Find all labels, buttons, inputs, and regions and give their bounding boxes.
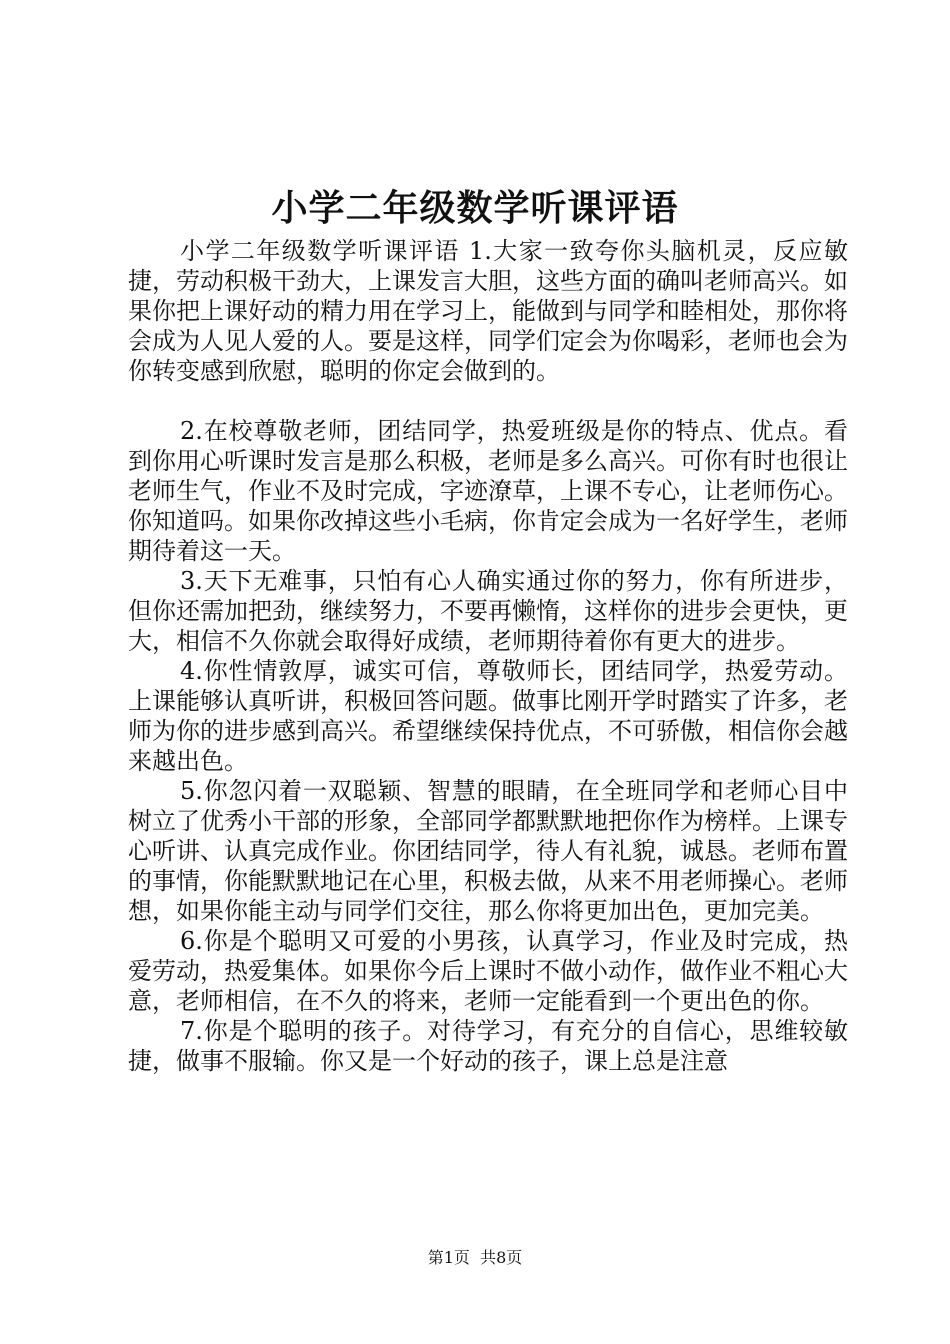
paragraph: 2.在校尊敬老师，团结同学，热爱班级是你的特点、优点。看到你用心听课时发言是那么积极，老师是多么高兴。可你有时也很让老师生气，作业不及时完成，字迹潦草，上课不专心，让老师伤心。你知道吗。如果你改掉这些小毛病，你肯定会成为一名好学生，老师期待着这一天。 <box>128 417 848 565</box>
page-footer <box>0 1248 950 1268</box>
paragraph: 小学二年级数学听课评语 1.大家一致夸你头脑机灵，反应敏捷，劳动积极干劲大，上课发言大胆，这些方面的确叫老师高兴。如果你把上课好动的精力用在学习上，能做到与同学和睦相处，那你将会成为人见人爱的人。要是这样，同学们定会为你喝彩，老师也会为你转变感到欣慰，聪明的你定会做到的。 <box>128 237 848 385</box>
paragraph: 3.天下无难事，只怕有心人确实通过你的努力，你有所进步，但你还需加把劲，继续努力，不要再懒惰，这样你的进步会更快，更大，相信不久你就会取得好成绩，老师期待着你有更大的进步。 <box>128 567 848 655</box>
document-title: 小学二年级数学听课评语 <box>271 187 679 229</box>
page-number: 第1页 共8页 <box>427 1248 523 1267</box>
document-body <box>128 236 848 1076</box>
paragraph: 5.你忽闪着一双聪颖、智慧的眼睛，在全班同学和老师心目中树立了优秀小干部的形象，全部同学都默默地把你作为榜样。上课专心听讲、认真完成作业。你团结同学，待人有礼貌，诚恳。老师布置的事情，你能默默地记在心里，积极去做，从来不用老师操心。老师想，如果你能主动与同学们交往，那么你将更加出色，更加完美。 <box>128 777 848 925</box>
paragraph: 6.你是个聪明又可爱的小男孩，认真学习，作业及时完成，热爱劳动，热爱集体。如果你今后上课时不做小动作，做作业不粗心大意，老师相信，在不久的将来，老师一定能看到一个更出色的你。 <box>128 927 848 1015</box>
paragraph: 4.你性情敦厚，诚实可信，尊敬师长，团结同学，热爱劳动。上课能够认真听讲，积极回答问题。做事比刚开学时踏实了许多，老师为你的进步感到高兴。希望继续保持优点，不可骄傲，相信你会越来越出色。 <box>128 657 848 775</box>
paragraph: 7.你是个聪明的孩子。对待学习，有充分的自信心，思维较敏捷，做事不服输。你又是一个好动的孩子，课上总是注意 <box>128 1017 848 1075</box>
